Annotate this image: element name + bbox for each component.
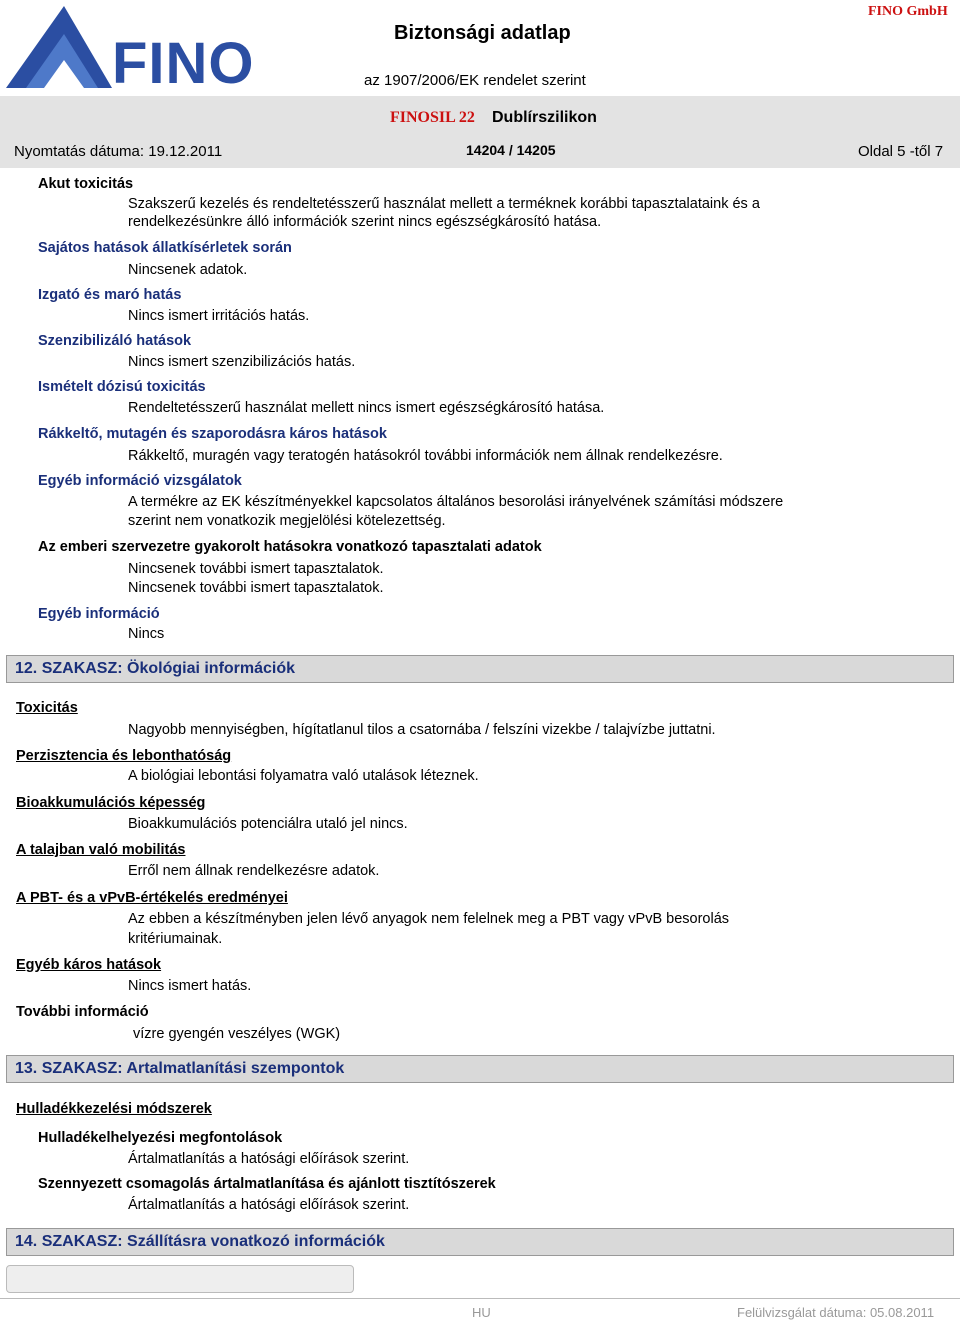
disposal-text: Ártalmatlanítás a hatósági előírások szerint. xyxy=(128,1151,410,1167)
acute-toxicity-text-2: rendelkezésünkre álló információk szerint nincs egészségkárosító hatása. xyxy=(128,214,602,230)
other-harm-heading: Egyéb káros hatások xyxy=(16,957,162,973)
product-name: Dublírszilikon xyxy=(492,109,597,126)
pbt-text-2: kritériumainak. xyxy=(128,931,223,947)
acute-toxicity-text: Szakszerű kezelés és rendeltetésszerű használat mellett a terméknek korábbi tapasztalataink és a xyxy=(128,196,760,212)
section-12-title: 12. SZAKASZ: Ökológiai információk xyxy=(15,660,296,677)
soil-mobility-heading: A talajban való mobilitás xyxy=(16,842,186,858)
animal-tests-text: Nincsenek adatok. xyxy=(128,262,248,278)
other-harm-text: Nincs ismert hatás. xyxy=(128,978,252,994)
acute-toxicity-heading: Akut toxicitás xyxy=(38,176,134,192)
other-info-text: Nincs xyxy=(128,626,165,642)
footer-language: HU xyxy=(472,1305,491,1320)
waste-methods-heading: Hulladékkezelési módszerek xyxy=(16,1101,212,1117)
doc-number: 14204 / 14205 xyxy=(466,142,556,158)
persistence-heading: Perzisztencia és lebonthatóság xyxy=(16,748,232,764)
other-tests-text: A termékre az EK készítményekkel kapcsolatos általános besorolási irányelvének számítási módszere xyxy=(128,494,784,510)
sensitizing-heading: Szenzibilizáló hatások xyxy=(38,333,192,349)
packaging-heading: Szennyezett csomagolás ártalmatlanítása és ajánlott tisztítószerek xyxy=(38,1176,496,1192)
footer-divider xyxy=(0,1298,960,1299)
human-experience-text-2: Nincsenek további ismert tapasztalatok. xyxy=(128,580,384,596)
disposal-heading: Hulladékelhelyezési megfontolások xyxy=(38,1130,283,1146)
footer-revision-date: Felülvizsgálat dátuma: 05.08.2011 xyxy=(737,1305,935,1320)
section-13-title: 13. SZAKASZ: Artalmatlanítási szempontok xyxy=(15,1060,345,1077)
repeated-dose-text: Rendeltetésszerű használat mellett nincs ismert egészségkárosító hatása. xyxy=(128,400,605,416)
pbt-heading: A PBT- és a vPvB-értékelés eredményei xyxy=(16,890,288,906)
human-experience-text: Nincsenek további ismert tapasztalatok. xyxy=(128,561,384,577)
other-tests-heading: Egyéb információ vizsgálatok xyxy=(38,473,242,489)
soil-mobility-text: Erről nem állnak rendelkezésre adatok. xyxy=(128,863,380,879)
toxicity-heading: Toxicitás xyxy=(16,700,78,716)
logo xyxy=(6,4,255,96)
further-info-heading: További információ xyxy=(16,1004,149,1020)
cmr-heading: Rákkeltő, mutagén és szaporodásra káros hatások xyxy=(38,426,387,442)
other-info-heading: Egyéb információ xyxy=(38,606,160,622)
print-date: Nyomtatás dátuma: 19.12.2011 xyxy=(14,143,223,160)
irritant-text: Nincs ismert irritációs hatás. xyxy=(128,308,310,324)
packaging-text: Ártalmatlanítás a hatósági előírások szerint. xyxy=(128,1197,410,1213)
irritant-heading: Izgató és maró hatás xyxy=(38,287,182,303)
regulation: az 1907/2006/EK rendelet szerint xyxy=(364,72,586,89)
section-14-title: 14. SZAKASZ: Szállításra vonatkozó információk xyxy=(15,1233,385,1250)
section-14-header xyxy=(6,1228,954,1256)
footer-box xyxy=(6,1265,354,1293)
animal-tests-heading: Sajátos hatások állatkísérletek során xyxy=(38,240,292,256)
logo-mountain-icon xyxy=(6,4,116,90)
cmr-text: Rákkeltő, muragén vagy teratogén hatásokról további információk nem állnak rendelkezésre. xyxy=(128,448,723,464)
human-experience-heading: Az emberi szervezetre gyakorolt hatásokra vonatkozó tapasztalati adatok xyxy=(38,539,542,555)
pbt-text: Az ebben a készítményben jelen lévő anyagok nem felelnek meg a PBT vagy vPvB besorolás xyxy=(128,911,730,927)
section-13-header xyxy=(6,1055,954,1083)
bioaccumulation-text: Bioakkumulációs potenciálra utaló jel nincs. xyxy=(128,816,408,832)
logo-text: FINO xyxy=(112,31,255,96)
product-brand: FINOSIL 22 xyxy=(390,109,475,126)
persistence-text: A biológiai lebontási folyamatra való utalások léteznek. xyxy=(128,768,479,784)
bioaccumulation-heading: Bioakkumulációs képesség xyxy=(16,795,206,811)
section-12-header xyxy=(6,655,954,683)
further-info-text: vízre gyengén veszélyes (WGK) xyxy=(133,1026,341,1042)
doc-title: Biztonsági adatlap xyxy=(394,22,571,44)
page-number: Oldal 5 -től 7 xyxy=(858,143,944,160)
other-tests-text-2: szerint nem vonatkozik megjelölési kötelezettség. xyxy=(128,513,446,529)
sensitizing-text: Nincs ismert szenzibilizációs hatás. xyxy=(128,354,356,370)
toxicity-text: Nagyobb mennyiségben, hígítatlanul tilos a csatornába / felszíni vizekbe / talajvízbe juttatni. xyxy=(128,722,716,738)
company-name: FINO GmbH xyxy=(868,4,948,19)
repeated-dose-heading: Ismételt dózisú toxicitás xyxy=(38,379,206,395)
